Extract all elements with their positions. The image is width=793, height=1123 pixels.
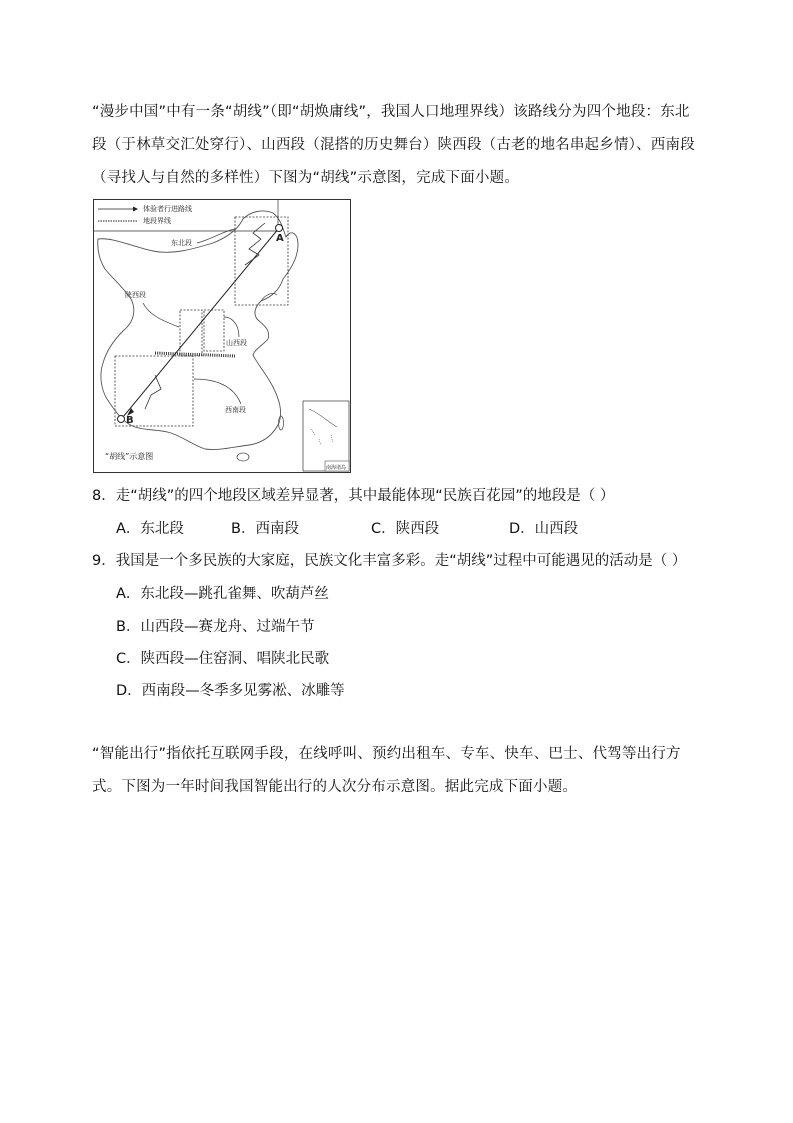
shanxi-label: 山西段 [226,339,247,347]
q9-option-a: A．东北段—跳孔雀舞、吹葫芦丝 [116,586,329,602]
q8-option-d: D．山西段 [509,521,579,537]
point-a-label: A [276,233,284,244]
map-caption: “胡线”示意图 [105,452,154,461]
q8-option-b: B．西南段 [231,521,299,537]
q8-option-c: C．陕西段 [371,521,440,537]
legend-route-label: 体验者行进路线 [143,205,192,213]
q8-option-a: A．东北段 [116,521,184,537]
northeast-label: 东北段 [171,239,192,247]
point-b-marker [118,416,125,423]
intro-paragraph-1: “漫步中国”中有一条“胡线”（即“胡焕庸线”，我国人口地理界线）该路线分为四个地段：东北段（于林草交汇处穿行）、山西段（混搭的历史舞台）陕西段（古老的地名串起乡情）、西南段（寻找人与自然的多样性）下图为“胡线”示意图，完成下面小题。 [92,104,695,186]
intro-paragraph-2: “智能出行”指依托互联网手段，在线呼叫、预约出租车、专车、快车、巴士、代驾等出行方式。下图为一年时间我国智能出行的人次分布示意图。据此完成下面小题。 [92,746,681,795]
q9-option-b: B．山西段—赛龙舟、过端午节 [116,619,315,635]
inset-label: 南海诸岛 [326,465,347,471]
southwest-label: 西南段 [225,406,246,414]
point-b-label: B [126,415,134,426]
legend-boundary-label: 地段界线 [143,217,171,225]
q9-option-d: D．西南段—冬季多见雾凇、冰雕等 [116,683,345,699]
point-a-marker [276,225,283,232]
q9-option-c: C．陕西段—住窑洞、唱陕北民歌 [116,651,330,667]
question-9-stem: 9．我国是一个多民族的大家庭，民族文化丰富多彩。走“胡线”过程中可能遇见的活动是（ ） [92,553,687,569]
question-8-stem: 8．走“胡线”的四个地段区域差异显著，其中最能体现“民族百花园”的地段是（ ） [92,488,615,504]
south-china-sea-inset [303,401,349,471]
hu-line-map [93,199,351,473]
shaanxi-label: 陕西段 [125,291,146,299]
